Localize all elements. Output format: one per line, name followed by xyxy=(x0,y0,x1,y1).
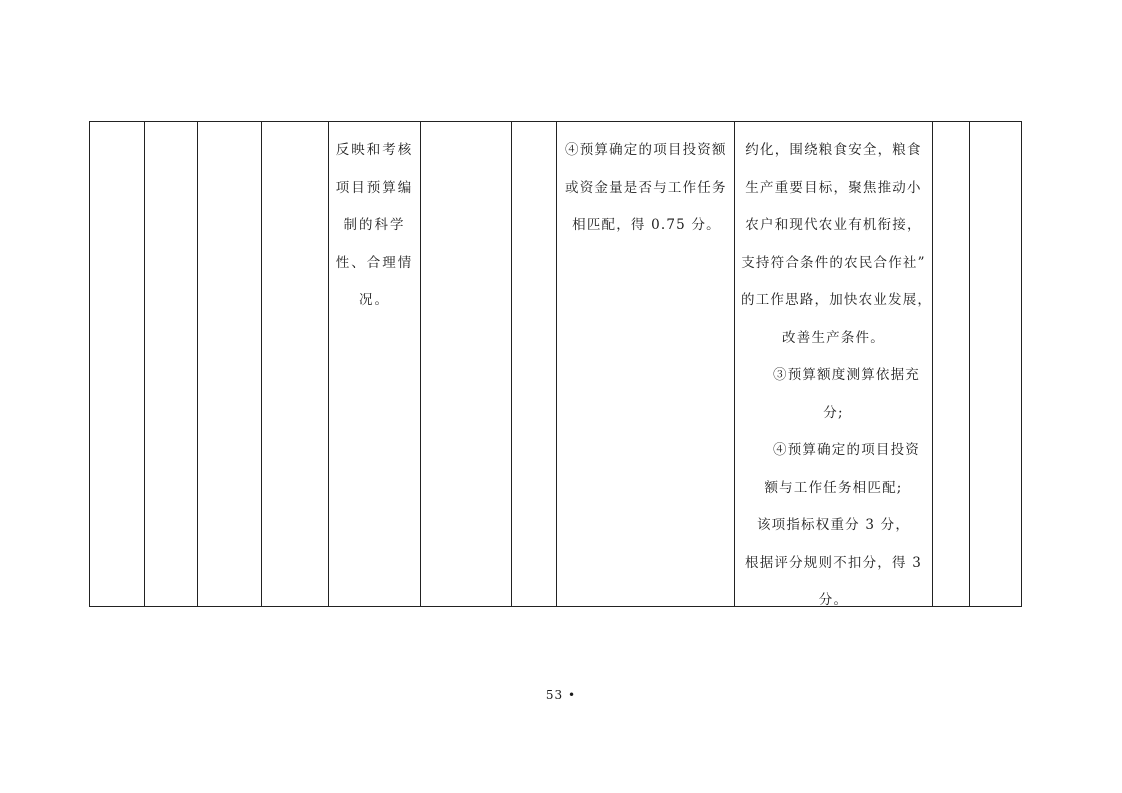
scoring-criteria-cell xyxy=(557,122,734,245)
cell-line: 支持符合条件的农民合作社” xyxy=(741,254,926,271)
cell-line: 农户和现代农业有机衔接， xyxy=(745,217,922,233)
cell-line: 况。 xyxy=(359,292,390,308)
cell-line: 的工作思路，加快农业发展， xyxy=(741,292,933,308)
cell-line: 或资金量是否与工作任务 xyxy=(565,179,727,196)
cell-line: 分; xyxy=(823,404,844,421)
indicator-explanation-cell xyxy=(329,122,420,320)
table-col-7 xyxy=(512,122,557,606)
cell-line: 分。 xyxy=(818,592,849,608)
table-col-4 xyxy=(262,122,329,606)
table-col-11 xyxy=(970,122,1023,606)
table-col-scoring-criteria xyxy=(557,122,735,606)
table-col-indicator-explanation xyxy=(329,122,421,606)
cell-line: 性、合理情 xyxy=(335,254,414,271)
cell-line: ④预算确定的项目投资额 xyxy=(565,142,727,158)
cell-line: 相匹配，得 0.75 分。 xyxy=(572,217,721,233)
cell-line: 额与工作任务相匹配; xyxy=(764,479,903,496)
table-col-6 xyxy=(421,122,512,606)
cell-line: ④预算确定的项目投资 xyxy=(773,442,920,458)
cell-line: 反映和考核 xyxy=(335,142,414,158)
table-col-evaluation-notes xyxy=(735,122,933,606)
cell-line: 约化，围绕粮食安全，粮食 xyxy=(745,142,922,158)
cell-line: 项目预算编 xyxy=(335,179,414,196)
cell-line: 制的科学 xyxy=(343,217,406,233)
cell-line: 根据评分规则不扣分，得 3 xyxy=(745,554,922,571)
page-number: 53 • xyxy=(545,688,577,702)
table-col-2 xyxy=(145,122,198,606)
cell-line: 改善生产条件。 xyxy=(782,329,885,346)
cell-line: 生产重要目标，聚焦推动小 xyxy=(745,179,922,196)
cell-line: ③预算额度测算依据充 xyxy=(773,367,920,383)
table-col-3 xyxy=(198,122,262,606)
table-col-10 xyxy=(933,122,970,606)
table-col-1 xyxy=(90,122,145,606)
evaluation-notes-cell xyxy=(735,122,932,620)
cell-line: 该项指标权重分 3 分， xyxy=(756,517,911,533)
evaluation-table xyxy=(89,121,1022,607)
